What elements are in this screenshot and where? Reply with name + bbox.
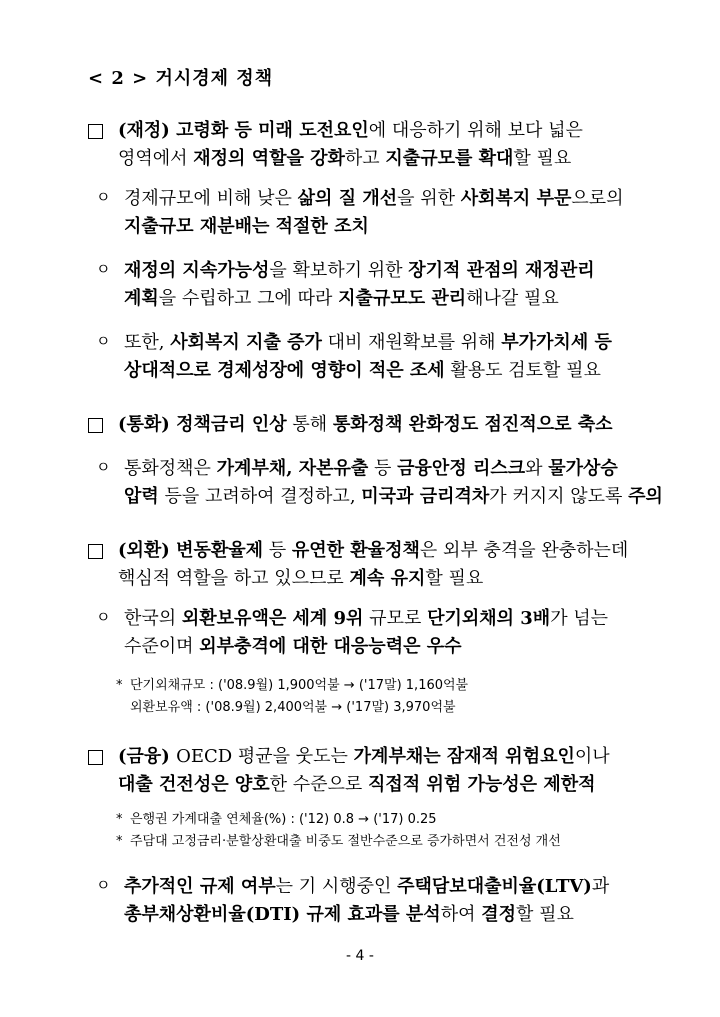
section-heading: < 2 > 거시경제 정책 bbox=[88, 68, 274, 89]
section-paragraph-line bbox=[118, 146, 571, 172]
text-run: 은 외부 충격을 완충하는데 bbox=[419, 540, 629, 561]
text-run: 사회복지 지출 증가 bbox=[170, 332, 322, 353]
text-run: 미국과 금리격차 bbox=[361, 486, 490, 507]
text-run: 할 필요 bbox=[425, 568, 484, 589]
text-run: OECD 평균을 웃도는 bbox=[176, 746, 354, 767]
text-run: 추가적인 규제 여부 bbox=[124, 876, 276, 897]
bullet-line bbox=[124, 634, 462, 660]
text-run: 재정의 지속가능성 bbox=[124, 260, 270, 281]
text-run: 을 확보하기 위한 bbox=[269, 260, 409, 281]
text-run: 이나 bbox=[574, 746, 610, 767]
text-run: 물가상승 bbox=[548, 458, 618, 479]
checkbox-square-icon bbox=[88, 750, 103, 765]
text-run: 주의 bbox=[628, 486, 663, 507]
text-run: 금융안정 리스크 bbox=[397, 458, 526, 479]
bullet-line bbox=[124, 330, 612, 356]
text-run: 가 커지지 않도록 bbox=[489, 486, 629, 507]
text-run: 하고 bbox=[344, 148, 386, 169]
bullet-line bbox=[124, 214, 369, 240]
text-run: 한 수준으로 bbox=[269, 774, 369, 795]
text-run: 통화정책은 bbox=[124, 458, 217, 479]
text-run: 유연한 환율정책 bbox=[291, 540, 420, 561]
text-run: 에 대응하기 위해 보다 넓은 bbox=[368, 120, 583, 141]
text-run: 할 필요 bbox=[513, 148, 572, 169]
text-run: 부가가치세 등 bbox=[501, 332, 612, 353]
section-paragraph-line bbox=[118, 772, 596, 798]
text-run: (외환) 변동환율제 bbox=[118, 540, 264, 561]
text-run: 하여 bbox=[440, 904, 482, 925]
footnote-asterisk-icon: * bbox=[116, 834, 123, 849]
text-run: 단기외채의 3배 bbox=[427, 608, 551, 629]
bullet-line bbox=[124, 286, 559, 312]
text-run: 삶의 질 개선 bbox=[297, 188, 398, 209]
bullet-line bbox=[124, 902, 574, 928]
text-run: 사회복지 부문 bbox=[460, 188, 572, 209]
text-run: 총부채상환비율(DTI) 규제 효과를 분석 bbox=[124, 904, 441, 925]
text-run: 압력 bbox=[124, 486, 159, 507]
text-run: 핵심적 역할을 하고 있으므로 bbox=[118, 568, 350, 589]
section-paragraph-line bbox=[118, 744, 610, 770]
text-run: 는 기 시행중인 bbox=[275, 876, 398, 897]
text-run: 재정의 역할을 강화 bbox=[193, 148, 345, 169]
text-run: 가계부채, 자본유출 bbox=[216, 458, 369, 479]
text-run: (금융) bbox=[118, 746, 177, 767]
text-run: 규모로 bbox=[363, 608, 428, 629]
section-paragraph-line bbox=[118, 538, 628, 564]
text-run: (통화) 정책금리 인상 bbox=[118, 414, 287, 435]
text-run: 또한, bbox=[124, 332, 171, 353]
text-run: 결정 bbox=[481, 904, 516, 925]
text-run: 지출규모 재분배는 적절한 조치 bbox=[124, 216, 369, 237]
text-run: 을 위한 bbox=[397, 188, 461, 209]
bullet-line bbox=[124, 606, 608, 632]
bullet-line bbox=[124, 186, 624, 212]
bullet-circle-icon: ㅇ bbox=[96, 876, 111, 894]
bullet-circle-icon: ㅇ bbox=[96, 458, 111, 476]
section-paragraph-line bbox=[118, 118, 583, 144]
bullet-circle-icon: ㅇ bbox=[96, 188, 111, 206]
text-run: 통해 bbox=[286, 414, 333, 435]
footnote-line: 외환보유액 : ('08.9월) 2,400억불 → ('17말) 3,970억불 bbox=[130, 700, 456, 715]
text-run: 가 넘는 bbox=[550, 608, 609, 629]
text-run: 한국의 bbox=[124, 608, 182, 629]
footnote-asterisk-icon: * bbox=[116, 812, 123, 827]
bullet-circle-icon: ㅇ bbox=[96, 260, 111, 278]
text-run: 통화정책 완화정도 점진적으로 축소 bbox=[332, 414, 613, 435]
footnote-line: 단기외채규모 : ('08.9월) 1,900억불 → ('17말) 1,160억불 bbox=[130, 678, 469, 693]
text-run: 계획 bbox=[124, 288, 159, 309]
text-run: 수준이며 bbox=[124, 636, 200, 657]
text-run: 해나갈 필요 bbox=[466, 288, 559, 309]
checkbox-square-icon bbox=[88, 418, 103, 433]
text-run: 계속 유지 bbox=[349, 568, 426, 589]
section-paragraph-line bbox=[118, 412, 613, 438]
text-run: 과 bbox=[591, 876, 610, 897]
text-run: 직접적 위험 가능성은 제한적 bbox=[368, 774, 596, 795]
text-run: 지출규모도 관리 bbox=[338, 288, 467, 309]
bullet-circle-icon: ㅇ bbox=[96, 332, 111, 350]
text-run: 경제규모에 비해 낮은 bbox=[124, 188, 298, 209]
section-paragraph-line bbox=[118, 566, 483, 592]
bullet-line bbox=[124, 484, 663, 510]
text-run: 외환보유액은 세계 9위 bbox=[181, 608, 364, 629]
text-run: 으로의 bbox=[571, 188, 624, 209]
text-run: 영역에서 bbox=[118, 148, 194, 169]
footnote-line: 주담대 고정금리·분할상환대출 비중도 절반수준으로 증가하면서 건전성 개선 bbox=[130, 834, 561, 849]
text-run: 등 bbox=[263, 540, 292, 561]
text-run: 장기적 관점의 재정관리 bbox=[408, 260, 595, 281]
text-run: 와 bbox=[525, 458, 549, 479]
text-run: 등 bbox=[368, 458, 398, 479]
footnote-line: 은행권 가계대출 연체율(%) : ('12) 0.8 → ('17) 0.25 bbox=[130, 812, 437, 827]
text-run: 대출 건전성은 양호 bbox=[118, 774, 270, 795]
bullet-circle-icon: ㅇ bbox=[96, 608, 111, 626]
text-run: 등을 고려하여 결정하고, bbox=[158, 486, 362, 507]
footnote-asterisk-icon: * bbox=[116, 678, 123, 693]
text-run: (재정) 고령화 등 미래 도전요인 bbox=[118, 120, 369, 141]
checkbox-square-icon bbox=[88, 124, 103, 139]
checkbox-square-icon bbox=[88, 544, 103, 559]
bullet-line bbox=[124, 874, 609, 900]
text-run: 가계부채는 잠재적 위험요인 bbox=[353, 746, 575, 767]
page-number: - 4 - bbox=[346, 948, 374, 964]
text-run: 활용도 검토할 필요 bbox=[444, 360, 601, 381]
text-run: 할 필요 bbox=[515, 904, 574, 925]
text-run: 상대적으로 경제성장에 영향이 적은 조세 bbox=[124, 360, 445, 381]
bullet-line bbox=[124, 258, 595, 284]
bullet-line bbox=[124, 456, 618, 482]
text-run: 주택담보대출비율(LTV) bbox=[397, 876, 592, 897]
text-run: 지출규모를 확대 bbox=[385, 148, 514, 169]
text-run: 외부충격에 대한 대응능력은 우수 bbox=[199, 636, 462, 657]
bullet-line bbox=[124, 358, 601, 384]
text-run: 을 수립하고 그에 따라 bbox=[158, 288, 339, 309]
text-run: 대비 재원확보를 위해 bbox=[321, 332, 502, 353]
